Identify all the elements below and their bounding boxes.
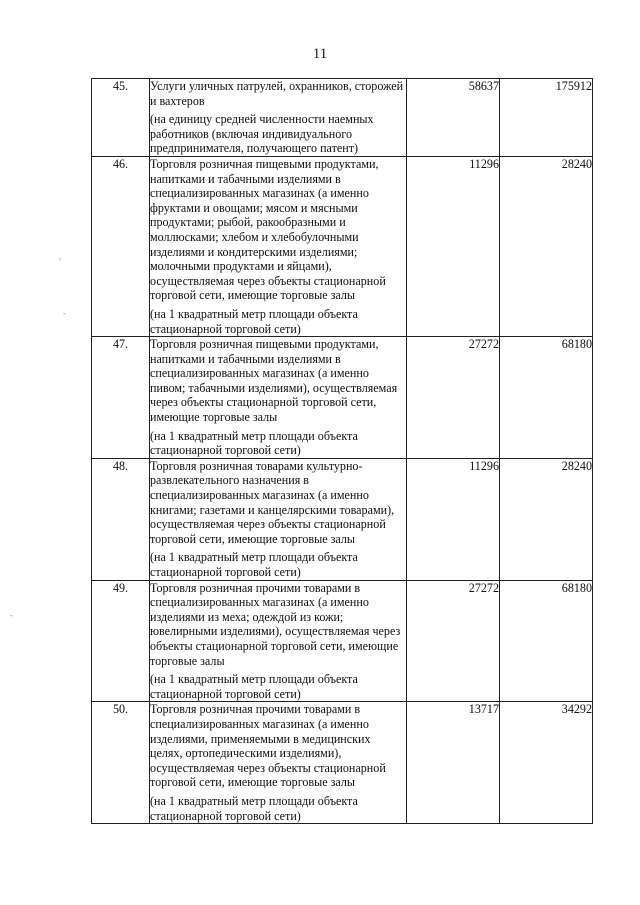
scan-speck: - (63, 308, 66, 318)
page-number: 11 (312, 46, 328, 62)
row-description (150, 458, 407, 580)
row-measure: (на 1 квадратный метр площади объекта стационарной торговой сети) (150, 306, 358, 336)
row-value-b: 68180 (500, 337, 593, 459)
row-measure: (на 1 квадратный метр площади объекта стационарной торговой сети) (150, 550, 358, 579)
row-value-a: 27272 (407, 337, 500, 459)
row-description (150, 156, 407, 336)
row-title: Торговля розничная пищевыми продуктами, напитками и табачными изделиями в специализированных магазинах (а именно пивом; табачными изделиями), осуществляемая через объекты стационарной торговой сети, имеющие торговые залы (150, 337, 398, 425)
row-title: Торговля розничная прочими товарами в специализированных магазинах (а именно изделиями из меха; одеждой из кожи; ювелирными изделиями), осуществляемая через объекты стационарной торговой сети, имеющие торговые залы (150, 580, 401, 668)
row-number: 46. (92, 156, 150, 336)
table-row (92, 702, 593, 824)
row-description (150, 580, 407, 702)
table-row (92, 79, 593, 157)
row-number: 48. (92, 458, 150, 580)
row-measure: (на 1 квадратный метр площади объекта стационарной торговой сети) (150, 793, 358, 823)
row-value-b: 28240 (500, 458, 593, 580)
row-title: Торговля розничная товарами культурно-развлекательного назначения в специализированных магазинах (а именно книгами; газетами и канцелярскими товарами), осуществляемая через объекты стационарной торговой сети, имеющие торговые залы (150, 458, 395, 546)
table-row (92, 337, 593, 459)
row-title: Торговля розничная пищевыми продуктами, напитками и табачными изделиями в специализированных магазинах (а именно фруктами и овощами; мясом и мясными продуктами; рыбой, ракообразными и моллюсками; хлебом и хлебобулочными изделиями и кондитерскими изделиями; молочными продуктами и яйцами), осуществляемая через объекты стационарной торговой сети, имеющие торговые залы (150, 156, 386, 303)
row-description (150, 337, 407, 459)
scan-speck: , (59, 251, 62, 261)
row-value-a: 58637 (407, 79, 500, 157)
row-number: 45. (92, 79, 150, 157)
row-value-a: 13717 (407, 702, 500, 824)
row-number: 50. (92, 702, 150, 824)
row-title: Торговля розничная прочими товарами в специализированных магазинах (а именно изделиями, применяемыми в медицинских целях, ортопедическими изделиями), осуществляемая через объекты стационарной торговой сети, имеющие торговые залы (150, 702, 386, 790)
row-title: Услуги уличных патрулей, охранников, сторожей и вахтеров (150, 79, 404, 108)
row-measure: (на единицу средней численности наемных работников (включая индивидуального предпринимателя, получающего патент) (150, 112, 374, 156)
row-value-b: 28240 (500, 156, 593, 336)
row-measure: (на 1 квадратный метр площади объекта стационарной торговой сети) (150, 428, 358, 458)
scan-speck: - (10, 610, 13, 620)
table-row (92, 156, 593, 336)
row-description (150, 79, 407, 157)
row-value-a: 11296 (407, 156, 500, 336)
table-row (92, 580, 593, 702)
row-measure: (на 1 квадратный метр площади объекта стационарной торговой сети) (150, 672, 358, 701)
row-value-b: 175912 (500, 79, 593, 157)
row-number: 47. (92, 337, 150, 459)
row-number: 49. (92, 580, 150, 702)
row-value-a: 27272 (407, 580, 500, 702)
table-body (92, 79, 593, 824)
row-value-b: 68180 (500, 580, 593, 702)
table-row (92, 458, 593, 580)
row-value-a: 11296 (407, 458, 500, 580)
tariff-table (91, 78, 593, 824)
row-value-b: 34292 (500, 702, 593, 824)
row-description (150, 702, 407, 824)
